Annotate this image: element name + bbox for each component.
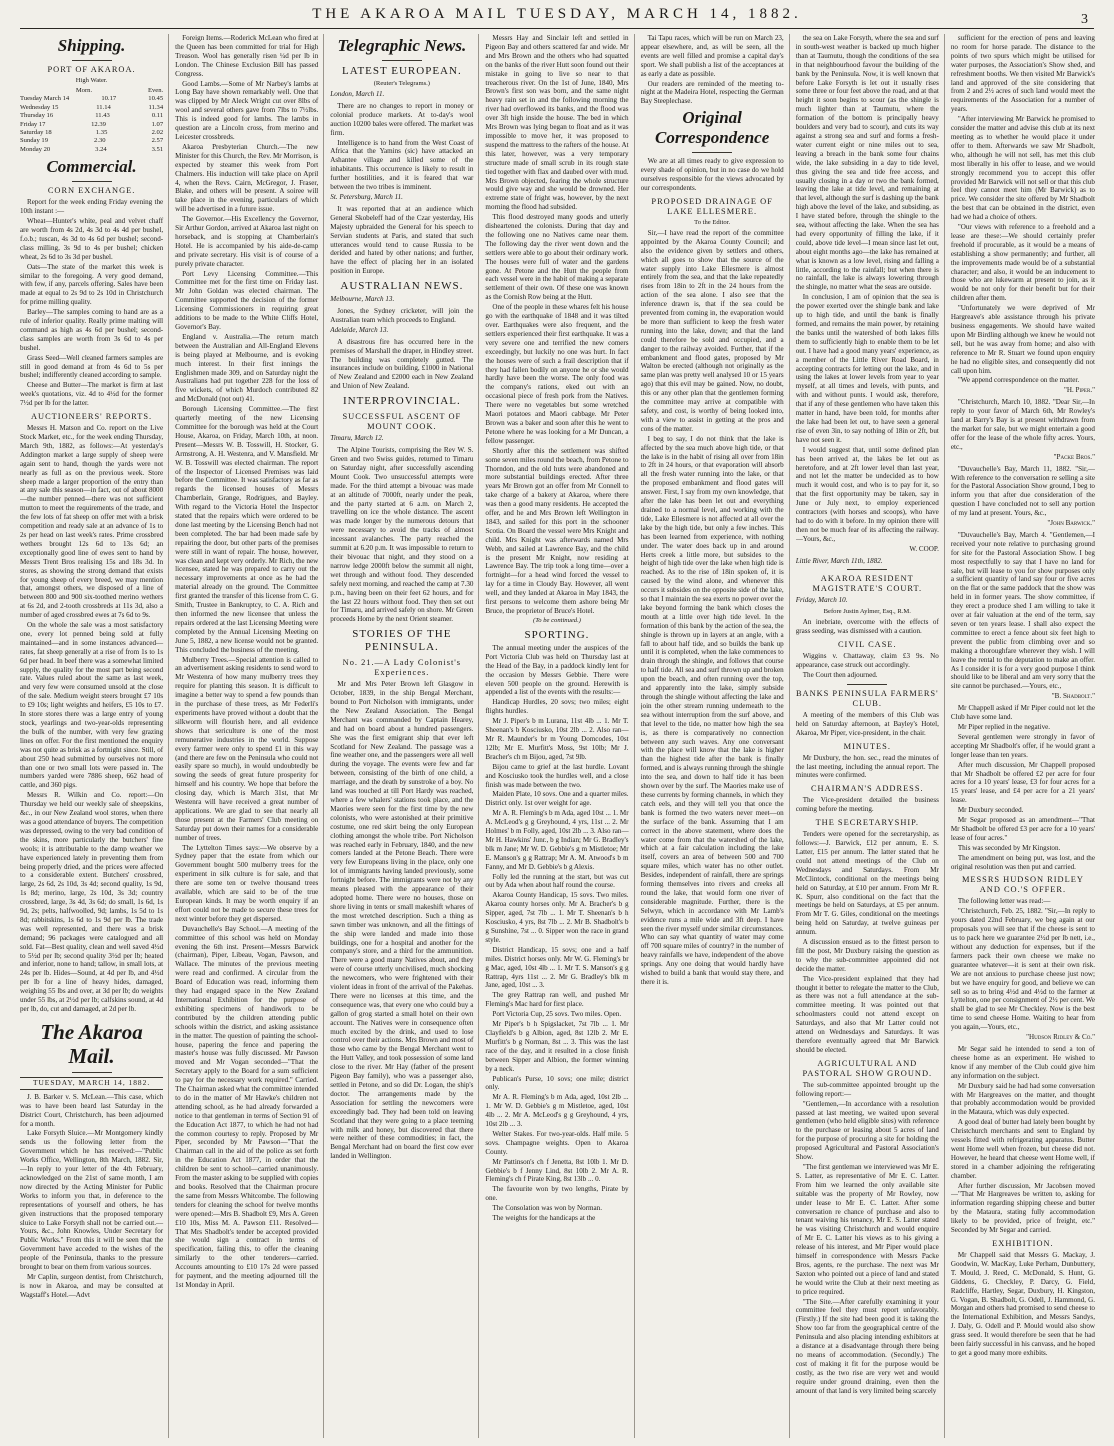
- tide-cell: 2.30: [94, 137, 106, 145]
- paragraph: The annual meeting under the auspices of the Port Victoria Club was held on Thursday last at the Head of the Bay, in a paddock kindly lent for the occasion by Messrs Gebbie. There were eleven 500 people on the ground. Herewith is appended a list of the events with the results:—: [485, 643, 629, 697]
- masthead-rule: [20, 28, 1094, 29]
- paragraph: On the whole the sale was a most satisfactory one, every lot penned being sold at fully maintained—and in some instances advanced—rates, fat sheep generally at a rise of from 1s to 1s 6d per head. In beef there was a somewhat limited supply, the quality for the most part being second rate. Values ruled about the same as last week, and very few were consumed unsold at the close of the sale. Medium weight steers brought £7 10s to £9 10s; light weights and heifers, £5 10s to £7. In store stores there was a large entry of young stock, yearlings and two-year-olds representing the bulk of the number, with very few grazing lines on offer. For the first mentioned the enquiry was not quite as brisk as a fortnight since. Still, of about 250 head submitted by ourselves not more than one or two small lots were passed in. The numbers yarded were 7886 sheep, 662 head of cattle, and 360 pigs.: [20, 621, 164, 790]
- paragraph: The grey Rattrap ran well, and pushed Mr Fleming's Mac hard for first place.: [485, 991, 629, 1009]
- dateline: Timaru, March 12.: [330, 434, 384, 443]
- paragraph: Publican's Purse, 10 sovs; one mile; district only.: [485, 1074, 629, 1092]
- tide-cell: 11.14: [96, 103, 111, 111]
- paragraph: Mr Pattinson's ch f Jenetta, 8st 10lb 1. Mr D. Gebbie's b f Jenny Lind, 8st 10lb 2. Mr A. R. Fleming's ch f Pirate King, 8st 13lb ... 0.: [485, 1157, 629, 1184]
- dateline: Adelaide, March 13.: [330, 325, 389, 334]
- section-heading: Commercial.: [46, 157, 137, 177]
- paragraph: England v. Australia.—The return match between the Australian and All-England Elevens is being played at Melbourne, and is evoking much interest. In their first innings the Englishmen made 309, and on Saturday night the Australians had put together 228 for the loss of five wickets, of which Murdoch contributed 82 and McDonald (not out) 41.: [175, 332, 319, 404]
- section-heading: Shipping.: [57, 36, 126, 55]
- paragraph: "Unfortunately we were deprived of Mr Hargreave's able assistance through his private business engagements. We should have waited upon Mr Birdling although we knew he would not sell, but he was away from home; and also with reference to Mr R. Stuart we found upon enquiry he had no eligible sites, and consequently did not call upon him.: [950, 304, 1095, 375]
- article-heading: CORN EXCHANGE.: [47, 186, 136, 196]
- paragraph: Wheat—Hunter's white, peal and velvet chaff are worth from 4s 2d, 4s 3d to 4s 4d per bushel, f.o.b.; tuscan, 4s 3d to 4s 6d per bushel; second-class milling, 3s 9d to 4s per bushel; chicken wheat, 2s 6d to 3s 3d per bushel.: [20, 217, 164, 261]
- paragraph: Mr Segar said he intended to send a ton of cheese home as an experiment. He wished to know if any member of the Club could give him any information on the subject.: [950, 1044, 1095, 1080]
- article-heading: EXHIBITION.: [992, 1239, 1054, 1248]
- article-heading: STORIES OF THE PENINSULA.: [352, 628, 452, 654]
- tide-cell: 3.51: [151, 145, 164, 153]
- paragraph: Borough Licensing Committee.—The first quarterly meeting of the new Licensing Committee for the borough was held at the Court House, Akaroa, on Friday, March 10th, at noon. Present—Messrs W. B. Tosswill, H. Stocker, G. Armstrong, A. H. Westenra, and V. Mansfield. Mr W. B. Tosswill was elected chairman. The report of the Inspector of Licensed Premises was laid before the Committee. It was satisfactory as far as regards the licensed houses of Messrs Chamberlain, Grange, Rodrigues, and Bayley. With regard to the Victoria Hotel the Inspector stated that the repairs which were ordered to be done last meeting by the Licensing Bench had not been completed. The bar had been made safe by repairing the door, but other parts of the premises were still in want of repair. The house, however, was clean and kept very orderly. Mr Rich, the new licensee, stated he was prepared to carry out the necessary improvements at once as he had the material already on the ground. The Committee first granted the transfer of this license from C. G. Smith, Trustee in Bankruptcy, to C. A. Rich and then informed the new licensee that unless the repairs ordered at the last Licensing Meeting were completed by the Annual Licensing Meeting on June 5, 1882, a new license would not be granted. This concluded the business of the meeting.: [175, 405, 319, 654]
- paragraph: Akaroa County Handicap, 15 sovs. Two miles. Akaroa county horses only. Mr A. Bracher's b g Sipper, aged, 7st 7lb ... 1. Mr T. Sheenan's b h Kosciusko, 4 yrs, 8st 7lb ... 2. Mr B. Shadbolt's b g Sunshine, 7st ... 0. Sipper won the race in grand style.: [485, 891, 629, 944]
- paragraph: The Vice-president explained that they had thought it better to relegate the matter to the Club, as there was not a full attendance at the sub-committee meeting. It was pointed out that schoolmasters could not attend except on Saturdays, and also that Mr Latter could not attend on Wednesdays and Saturdays. It was therefore eventually agreed that Mr Barwick should be elected.: [795, 974, 939, 1054]
- article-heading: SUCCESSFUL ASCENT OF MOUNT COOK.: [342, 412, 462, 432]
- paragraph: The amendment on being put, was lost, and the original resolution was then put and carried.: [950, 853, 1095, 871]
- tide-cell: 10.17: [101, 95, 117, 103]
- paragraph: "Duvauchelle's Bay, March 4. "Gentlemen,—I received your note relative to purchasing ground for site for the Pastoral Association Show. I beg most respectfully to say that I have no land for sale, but will lease to you for show purposes only a sufficient quantity of land say four or five acres on the flat or the same paddock that the show was held in in former years. The show committee, if they erect a produce shed I am willing to take it over at fair valuation at the end of the term, say seven or ten years lease. I shall also expect the committee to erect a fence about six feet high to prevent the public from climbing over and so making a thoroughfare wherever they wish. I will leave the rental to the deputation to make an offer. As I consider it is for a very good purpose I think should like to be liberal and am very sorry that the site cannot be purchased.—Yours, etc.,: [950, 530, 1095, 691]
- paragraph: The sub-committee appointed brought up the following report:—: [795, 1080, 939, 1098]
- paragraph: Bijou came to grief at the last hurdle. Lovant and Kosciusko took the hurdles well, and a close finish was made between the two.: [485, 762, 629, 789]
- paragraph: District Handicap, 15 sovs; one and a half miles. District horses only. Mr W. G. Fleming's br g Mac, aged, 10st 4lb ... 1. Mr T. S. Manson's g g Rattrap, 4yrs 11st ... 2. Mr G. Bradley's blk m Jane, aged, 10st ... 3.: [485, 945, 629, 990]
- paragraph: The Alpine Tourists, comprising the Rev W. S. Green and two Swiss guides, returned to Timaru on Saturday night, after successfully ascending Mount Cook. Two unsuccessful attempts were made. For the third attempt a bivouac was made at an altitude of 7000ft, nearly under the peak, and the party started at 6 a.m. on March 2, travelling on ice the whole distance. The ascent was made longer by the numerous detours that were necessary to avoid the tracks of almost incessant avalanches. The party reached the summit at 6.20 p.m. It was impossible to return to their bivouac that night, and they stood on a narrow ledge 2000ft below the summit all night, wet through and without food. They descended safely next morning, and reached the camp at 7.30 p.m., having been on their feet 62 hours, and for the last 22 hours without food. They then set out for Timaru, and arrived safely on shore. Mr Green proceeds Home by the next Orient steamer.: [330, 446, 474, 624]
- article-heading: AUCTIONEERS' REPORTS.: [31, 412, 153, 422]
- paragraph: Messrs R. Wilkin and Co. report:—On Thursday we held our weekly sale of sheepskins, &c., in our New Zealand wool stores, when there was a good attendance of buyers. The competition was depressed, owing to the very bad condition of the skins, more particularly the butchers' fine wools; it is attributable to the damp weather we have experienced lately in preventing them from being properly dried, and the prices were affected to a considerable extent. Butchers' crossbred, large, 2s 6d, 2s 10d, 3s 4d; second quality, 1s 9d, 1s 8d; merino, large, 2s 10d, 3s 3d; country crossbred, large, 3s 4d, 3s 6d; do small, 1s 6d, 1s 9d, 2s; pelts, halfwoolled, 9d; lambs, 1s 5d to 1s 8d; rabbitskins, 1s 6d to 1s 9d per lb. The trade was well represented, and there was a brisk demand; 96 packages were catalogued and all sold. Fat—Best quality, clean and well saved 4½d to 5½d per lb; second quality 3½d per lb; heated and inferior, none to hand; tallow, in small lots, at 24s per lb. Hides—Sound, at 4d per lb, and 4½d per lb for a line of heavy hides, damaged, weighing 55 lbs and over, at 3d per lb; do weights under 55 lbs, at 2½d per lb; calfskins sound, at 4d per lb, do, cut and damaged, at 2d per lb.: [20, 791, 164, 1013]
- paragraph: Mr Chappell asked if Mr Piper could not let the Club have some land.: [950, 704, 1095, 722]
- paragraph: Folly led the running at the start, but was cut out by Ada when about half round the course.: [485, 872, 629, 890]
- paragraph: A meeting of the members of this Club was held on Saturday afternoon, at Bayley's Hotel, Akaroa, Mr Piper, vice-president, in the chair.: [795, 710, 939, 737]
- article-heading: LATEST EUROPEAN.: [342, 65, 462, 77]
- dateline: Little River, March 11th, 1882.: [795, 556, 883, 565]
- paragraph: Good Lambs.—Some of Mr Narbey's lambs at Long Bay have shown remarkably well. One that was clipped by Mr Aleck Wright cut over 8lbs of wool and several others gave from 7lbs to 7½lbs. This is indeed good for lambs. The lambs in question are a Lincoln cross, from merino and Leicester crossbreds.: [175, 79, 319, 141]
- paragraph: After further discussion, Mr Jacobsen moved—"That Mr Hargreaves be written to, asking for information regarding shipping cheese and butter by the Mataura, stating fully accommodation likely to be provided, price of freight, etc." Seconded by Mr Segar and carried.: [950, 1181, 1095, 1235]
- divider: [72, 1072, 112, 1073]
- signature: "H. Piper.": [1063, 386, 1095, 395]
- article-heading: AKAROA RESIDENT MAGISTRATE'S COURT.: [812, 574, 923, 594]
- paragraph: The Vice-president detailed the business coming before the meeting.: [795, 796, 939, 814]
- paragraph: sufficient for the erection of pens and leaving no room for horse parade. The distance to the points of two spurs which might be utilised for water purposes, the Association's Show shed, and refreshment booths. We then visited Mr Barwick's land and approved of the site considering that from 2 and 2½ acres of such land would meet the requirements of the Association for a number of years.: [950, 34, 1095, 114]
- column-2: [175, 34, 324, 1438]
- paragraph: Mr Duxbury said he had had some conversation with Mr Hargreaves on the matter, and thought that probably accommodation would be provided in the Mataura, which was duly expected.: [950, 1081, 1095, 1117]
- dateline: London, March 11.: [330, 90, 385, 98]
- paragraph: Mr Caplin, surgeon dentist, from Christchurch, is now in Akaroa, and may be consulted at Wagstaff's Hotel.—Advt: [20, 1272, 164, 1299]
- dateline: Friday, March 10.: [795, 596, 848, 605]
- page-number: 3: [1081, 12, 1088, 27]
- paragraph: Mr Piper's b h Spigslacket, 7st 7lb ... 1. Mr Clayfield's b g Albion, aged, 8st 12lb 2. Mr E. Murfitt's b g Norman, 8st ... 3. This was the last race of the day, and it resulted in a close finish between Sipper and Albion, the former winning by a neck.: [485, 1020, 629, 1073]
- paragraph: Mr Segar proposed as an amendment—"That Mr Shadbolt be offered £3 per acre for a 10 years' lease of four acres.": [950, 816, 1095, 842]
- paragraph: The Consolation was won by Norman.: [492, 1204, 602, 1213]
- article-heading: SPORTING.: [524, 628, 590, 641]
- tide-cell: 11.43: [95, 112, 110, 120]
- tide-row: [20, 129, 163, 137]
- tide-cell: 12.39: [91, 120, 106, 128]
- tide-cell: Saturday 18: [20, 129, 52, 137]
- paragraph: The following letter was read:—: [957, 897, 1051, 906]
- article-heading: CHAIRMAN'S ADDRESS.: [810, 784, 924, 794]
- paragraph: We are at all times ready to give expression to every shade of opinion, but in no case do we hold ourselves responsible for the views advocated by our correspondents.: [640, 157, 784, 192]
- tide-cell: Monday 20: [20, 145, 51, 153]
- paragraph: Handicap Hurdles, 20 sovs; two miles; eight flights hurdles.: [485, 698, 629, 716]
- paragraph: Mulberry Trees.—Special attention is called to an advertisement asking residents to send word to Mr Westenra of how many mulberry trees they require for planting this season. It is difficult to imagine a better way to spend a few pounds than in the purchase of these trees, as Mr Federli's experiments have proved without a doubt that the silkworm will flourish here, and all evidence shows that sericulture is one of the most remunerative industries in the world. Suppose every farmer were only to spend £1 in this way (and there are few on the Peninsula who could not easily spare so much), in would undoubtedly be sowing the seeds of great future prosperity for himself and his country. We hope that before the closing day, which is March 31st, that Mr Westenra will have received a great number of applications. We are glad to see that nearly all those present at the Farmers' Club meeting on Saturday put down their names for a considerable number of trees.: [175, 655, 319, 842]
- article-heading: AUSTRALIAN NEWS.: [340, 280, 464, 293]
- tide-cell: 0.11: [151, 112, 164, 120]
- tide-row: [20, 121, 163, 129]
- tide-row: [20, 137, 163, 145]
- paragraph: I beg to say, I do not think that the lake is affected by the sea much above high tide, or that the lake is in the habit of rising all over from 18in to 2ft in 24 hours, or that evaporation will absorb all the fresh water running into the lake, or that the proposed embankment and flood gates will answer. First, I say from my own knowledge, that after the lake has been let out and everything drained to a normal level, and working with the tide, Lake Ellesmere is not affected at all over the lake by the high tide, but only a few inches. This has been learned from experience, with nothing under. The water does back up in and around Herts creek a little more, but subsides to the height of high tide over the lake when high tide is reached. As to the rise of 18in spoken of, it is caused by the wind alone, and whenever this occurs it subsides on the opposite side of the lake, so that I maintain the sea exerts no power over the lake beyond forming the bank which closes the mouth at a little over high tide level. In the formation of this bank by the action of the sea, the shingle is thrown up in layers at an angle, with a fall to about half tide, and so builds the bank up until it is completed, when the lake commences to drain through the shingle, and follows that course to half tide. All sea and surf thrown up and broken upon the beach, and often running over the top, and apparently into the lake, simply subside through the shingle without affecting the lake and join the other stream running underneath to the sea without interruption from the surf above, and that level to the tide, no matter how high the sea is, as there is comparatively no connection between any such waves. Any one conversant with the place will know that the lake is higher than the highest tide after the bank is finally formed, and is always running through the shingle into the sea, and down to half tide it has been shown over by the surf. The Maories make use of these currents by forming channels, in which they catch eels, and they will tell you that once the bank is formed the two waters never meet—on the surface of the bank. Assuming that I am correct in the above statement, where does the water come from that the watershed of the lake, which at a fair calculation including the lake itself, covers an area of between 500 and 700 square miles, which water has no other outlet. Besides, independent of rainfall, there are springs forming themselves into rivers and creeks all round the lake, that would form one river of considerable magnitude. Further, there is the Selwyn, which in accordance with Mr Lamb's evidence runs a mile wide and 3ft deep. I have seen the river myself under similar circumstances. Who can say what quantity of water may come off 700 square miles of country? in the number of heavy rainfalls we have, independent of the above springs. Any one doing that would hardly have wished to build a bank that would stay there, and there it is.: [640, 434, 784, 986]
- signature: "John Barwick.": [1047, 519, 1095, 528]
- tide-cell: 10.45: [148, 95, 164, 103]
- paragraph: The Governor.—His Excellency the Governor, Sir Arthur Gordon, arrived at Akaroa last night on horseback, and is stopping at Chamberlain's Hotel. He is accompanied by his aide-de-camp and private secretary. His visit is of course of a purely private character.: [175, 215, 319, 268]
- tide-row: [20, 112, 163, 120]
- article-heading: CIVIL CASE.: [837, 640, 897, 650]
- article-heading: BANKS PENINSULA FARMERS' CLUB.: [795, 688, 939, 708]
- paragraph: A good deal of butter had lately been bought by Christchurch merchants and sent to England by vessels fitted with refrigerating apparatus. Butter went Home well when frozen, but cheese did not. However, he heard that cheese went Home well, if stored in a chamber adjoining the refrigerating chamber.: [950, 1118, 1095, 1180]
- column-6: [796, 34, 945, 1438]
- paragraph: Mr and Mrs Peter Brown left Glasgow in October, 1839, in the ship Bengal Merchant, bound to Port Nicholson with immigrants, under the New Zealand Association. The Bengal Merchant was commanded by Captain Hearey, and had on board about a hundred passengers. She was the first emigrant ship that ever left Scotland for New Zealand. The passage was a fine weather one, and the passengers were all well during the voyage. The events were few and far between, consisting of the birth of one child, a marriage, and the death by sunstroke of a boy. No land was touched at till Port Hardy was reached, where a few whalers' stations took place, and the Maories were seen for the first time by the new colonists, who were astonished at their primitive costume, one red skirt being the only European clothing amongst the whole tribe. Port Nicholson was reached early in February, 1840, and the new comers landed at the Petone Beach. There were very few Europeans living in the place, only one lot of immigrants having landed previously, some fortnight before. The immigrants were not by any means pleased with the appearance of their adopted home. There were no houses, those on shore living in tents or small makeshift whares of the most wretched description. Such a thing as sawn timber was unknown, and all the fittings of the ship were landed and made into those buildings, one for a hospital and another for the company's store, and a third for the ammunition. There were a good many Natives about, and they were of course utterly uncivilised, much shocking the newcomers, who were frightened with their violent ideas in front of the arrival of the Pakehas. There were no licenses at this time, and the consequence was, that every one who could buy a gallon of grog started a small hotel on their own account. The Natives were in consequence often much excited by the drink, and used to lose control over their actions. Mrs Brown and most of those who came by the Bengal Merchant went to the Hutt Valley, and took possession of some land close to the river. Mr Hay (father of the present Pigeon Bay family), who was a passenger also, settled in Petone, and so did Dr. Logan, the ship's doctor. The arrangements made by the Association for settling the newcomers were exceedingly bad. They had been told on leaving Scotland that they were going to a place teeming with milk and honey, but discovered that there were neither of these commodities; in fact, the Bengal Merchant had on board the first cow ever landed in Wellington.: [330, 680, 474, 1161]
- paragraph: Jones, the Sydney cricketer, will join the Australian team which proceeds to England.: [330, 307, 474, 324]
- paragraph: Akaroa Presbyterian Church.—The new Minister for this Church, the Rev. Mr Morrison, is expected by steamer this week from Port Chalmers. His induction will take place on April 4, when the Revs. Cairn, McGregor, J. Fraser, Blake, and others will be present. A soiree will take place in the evening, particulars of which will be advertised in a future issue.: [175, 142, 319, 214]
- paper-date: TUESDAY, MARCH 14, 1882.: [20, 1077, 163, 1090]
- paragraph: Mr A. R. Fleming's b m Ada, aged, 10st 2lb ... 1. Mr W. D. Gebbie's g m Mistletoe, aged, 10st 4lb ... 2. Mr A. McLeod's g g Greyhound, 4 yrs, 10st 2lb ... 3.: [485, 1093, 629, 1129]
- article-heading: AGRICULTURAL AND PASTORAL SHOW GROUND.: [802, 1058, 933, 1078]
- column-5: [641, 34, 790, 1438]
- paragraph: An inebriate, overcome with the effects of grass seeding, was dismissed with a caution.: [795, 618, 939, 636]
- paragraph: Mr Chappell said that Messrs G. Mackay, J. Goodwin, W. MacKay, Luke Perham, Dunbuttery, T. Mould, J. Reed, C. McDonald, S. Hunt, G. Giddens, G. Checkley, P. Darcy, G. Field, Radcliffe, Hartley, Segar, Duxbury, H. Kingston, G. Vogan, B. Shadbolt, G. Odell, J. Hammond, G. Morgan and others had promised to send cheese to the International Exhibition, and Messrs Sandys, J. Daly, G. Odell and P. Mould would also show grass seed. It would therefore be seen that he had been fairly successful in his canvass, and he hoped to get a good many more exhibits.: [950, 1251, 1095, 1357]
- subheading: Before Justin Aylmer, Esq., R.M.: [823, 608, 911, 616]
- paragraph: Sir,—I have read the report of the committee appointed by the Akaroa County Council; and also the evidence given by settlers and others, which all goes to show that the source of the water supply into Lake Ellesmere is almost entirely from the sea, and that the lake repeatedly rises from 18in to 2ft in the 24 hours from the action of the sea alone. I also see that the inference drawn is, that if the sea could be prevented from coming in, the evaporation would be more than sufficient to keep the fresh water running into the lake, down; and that the land could therefore be sold and occupied, and a danger to the railway avoided. Further, that if the embankment and flood gates, proposed by Mr Walton be erected (although not originally as the same plan was pretty well analysed 10 or 15 years ago) that this evil may be gained. Now, no doubt, this or any other plan that the gentlemen forming the committee may arrive at compatible with safety, and cost, is worthy of being looked into, with a view to assist in getting at the pros and cons of the matter.: [640, 228, 784, 433]
- column-3: [330, 34, 479, 1438]
- section-heading: Original Correspondence: [654, 108, 770, 148]
- paragraph: One of the people in these whares felt his house go with the earthquake of 1848 and it was tilted over. Earthquakes were also frequent, and the settlers experienced their first earthquake. It was a very severe one and terrified the new comers exceedingly, but luckily no one was hurt. In fact the houses were of such a frail description that if they had fallen bodily on anyone he or she would hardly have been the worse. The only food was the company's rations, eked out with an occasional piece of fresh pork from the Natives. There were no vegetables but some wretched Maori potatoes and Maori cabbage. Mr Peter Brown was a baker and soon after this he went to Petone where he was looking for a Mr Duncan, a fellow passenger.: [485, 303, 629, 445]
- paragraph: Grass Seed—Well cleaned farmers samples are still in good demand at from 4s 6d to 5s per bushel; indifferently cleaned according to sample.: [20, 353, 164, 380]
- article-heading: MESSRS HUDSON RIDLEY AND CO.'S OFFER.: [961, 875, 1084, 895]
- masthead: [0, 6, 1114, 30]
- subheading: To the Editor.: [694, 218, 731, 226]
- subheading: (Reuter's Telegrams.): [373, 80, 430, 87]
- paragraph: Intelligence is to hand from the West Coast of Africa that the Yamins (sic) have attacked an Ashantee village and killed some of the inhabitants. This occurrence is likely to result in further hostilities, and it is feared that war between the two tribes is imminent.: [330, 138, 474, 192]
- paragraph: Messrs Hay and Sinclair left and settled in Pigeon Bay and others scattered far and wide. Mr and Mrs Brown and the others who had squatted on the banks of the river Hutt soon found out their mistake in going to live so near to that treacherous river. On the 1st of June, 1840, Mrs Brown's first son was born, and the same night heavy rain set in and the following morning the river had overflowed its banks, and the flood was over 3ft high inside the house. The bed in which Mrs Brown was lying began to float and as it was impossible to move her, it was proposed to suspend the mattress to the rafters of the house. At this later, however, was a very temporary structure made of small scrub in its rough state tied together with flax and daubed over with mud. Mrs Brown objected, fearing the whole structure would give way and she would be drowned. Her extreme state of fright was, however, by the next morning the flood had subsided.: [485, 34, 629, 212]
- tide-row: [20, 146, 163, 154]
- article-heading: PROPOSED DRAINAGE OF LAKE ELLESMERE.: [651, 196, 773, 216]
- divider: [72, 60, 112, 61]
- paragraph: Several gentlemen were strongly in favor of accepting Mr Shadbolt's offer, if he would grant a longer lease than ten years.: [950, 732, 1095, 759]
- tide-cell: 11.34: [148, 103, 164, 111]
- divider: [847, 569, 887, 570]
- paragraph: "Christchurch, March 10, 1882. "Dear Sir,—In reply to your favor of March 6th, Mr Rowley's land at Barry's Bay is at present withdrawn from the market for sale, but we might entertain a good offer for the lease of the whole fifty acres. Yours, etc.,: [950, 398, 1095, 451]
- paragraph: A disastrous fire has occurred here in the premises of Marshall the draper, in Hindley street. The building was completely gutted. The insurances include on building, £1000 in National of New Zealand and £2000 each in New Zealand and Union of New Zealand.: [330, 337, 474, 391]
- tide-row: [20, 104, 163, 112]
- paragraph: This flood destroyed many goods and utterly disheartened the colonists. During that day and the following one no Natives came near them. The following day the river went down and the settlers were able to go about their ordinary work. The houses were full of water and the gardens gone. At Petone and the Hutt the people from each vessel were in the habit of making a separate settlement of their own. Of these one was known as the Cornish Row being at the Hutt.: [485, 213, 629, 302]
- signature: W. COOP.: [909, 544, 939, 553]
- paragraph: A discussion ensued as to the fittest person to fill the post, Mr Duxbury raising the question as to why the sub-committee appointed did not decide the matter.: [795, 938, 939, 973]
- paragraph: Port Levy Licensing Committee.—This Committee met for the first time on Friday last. Mr John Goldan was elected chairman. The Committee supported the decision of the former Licensing Commissioners in requiring great additions to be made to the White Cliffs Hotel, Governor's Bay.: [175, 269, 319, 331]
- paragraph: "After interviewing Mr Barwick he promised to consider the matter and advise this club at its next meeting as to whether he would place it under offer to them. Afterwards we saw Mr Shadbolt, who, although he will not sell, has met this club most liberally in his offer to lease, and we would strongly recommend you to accept this offer provided Mr Barwick will not sell or that this club feel they cannot meet him (Mr Barwick) as to price. We consider the site offered by Mr Shadbolt the best that can be obtained in the district, even had we had a choice of others.: [950, 115, 1095, 222]
- paragraph: Oats—The state of the market this week is similar to the foregoing. A very good demand, with few, if any, parcels offering. Sales have been made at equal to 2s 9d to 2s 10d in Christchurch for prime milling quality.: [20, 262, 164, 307]
- paragraph: The Lyttelton Times says:—We observe by a Sydney paper that the estate from which our Government bought 500 mulberry trees for the experiment in silk culture is for sale, and that there are some ten or twelve thousand trees available, which are said to be of the true European kinds. It may be worth enquiry if an effort could not be made to secure these trees for next winter before they get dispersed.: [175, 843, 319, 923]
- tide-cell: Morn.: [75, 87, 93, 94]
- newspaper-columns: [20, 34, 1100, 1438]
- paragraph: Mr Piper replied in the negative.: [957, 722, 1051, 731]
- tide-cell: 1.35: [95, 129, 108, 137]
- paragraph: Maiden Plate, 10 sovs. One and a quarter miles. District only. 1st over weight for age.: [485, 790, 629, 808]
- tide-cell: 2.02: [151, 129, 164, 137]
- tide-cell: Even.: [147, 87, 164, 94]
- paragraph: Foreign Items.—Roderick McLean who fired at the Queen has been committed for trial for High Treason. Wool has generally risen ¼d per lb in London. The Chinese Exclusion Bill has passed Congress.: [175, 34, 319, 78]
- divider: [72, 181, 112, 182]
- tide-cell: 3.24: [95, 145, 107, 153]
- paragraph: Tai Tapu races, which will be run on March 23, appear elsewhere, and, as will be seen, all the events are well filled and promise a capital day's sport. We shall publish a list of the acceptances at as early a date as possible.: [640, 34, 784, 78]
- subheading: High Water.: [75, 77, 108, 84]
- paragraph: In conclusion, I am of opinion that the sea is the power exerted over the shingle bank and lake up to high tide, and until the bank is finally formed, and remains the main power, by retaining the banks until the watershed of both lakes fills them to sufficiently high to enable them to be let out. I have had a good many years' experience, as a member of the Little River Road Board, in accepting contracts for letting out the lake, and in using the lakes at lower levels from year to year myself, at all times and levels, with punts, and with and without punts. I would ask, therefore, that if any of these gentlemen who have taken this matter in hand, have been told, for months after the lake had been let out, to have seen a general rise of even 3in, to say nothing of 18in or 2ft, but have not seen it.: [795, 293, 939, 444]
- tide-cell: Tuesday March 14: [20, 95, 70, 103]
- column-7: [951, 34, 1100, 1438]
- paragraph: This was seconded by Mr Kingston.: [957, 843, 1061, 852]
- column-4: [485, 34, 634, 1438]
- paragraph: Our readers are reminded of the meeting to-night at the Madeira Hotel, respecting the German Bay Steeplechase.: [640, 79, 784, 106]
- column-1: [20, 34, 169, 1438]
- article-heading: THE SECRETARYSHIP.: [815, 818, 919, 828]
- paragraph: "The Site.—After carefully examining it your committee feel they must report unfavorably. (Firstly.) If the site had been good it is taking the Show too far from the geographical centre of the Peninsula and also placing intending exhibitors at a distance at a disadvantage through there being no means of accommodation. (Secondly.) The cost of making it fit for the purpose would be costly, as the two rise are very wet and would require under ground draining, even then the amount of that land is very limited being scarcely: [795, 1297, 939, 1395]
- paragraph: Lake Forsyth Sluice.—Mr Montgomery kindly sends us the following letter from the Government which he has received:—"Public Works Office, Wellington, 8th March, 1882. Sir,—In reply to your letter of the 4th February, acknowledged on the 21st of same month, I am now directed by the Acting Minister for Public Works to inform you that, in deference to the representations of yourself and others, he has given instructions that the proposed temporary sluice to Lake Forsyth shall not be carried out.—Yours, &c., John Knowles, Under Secretary for Public Works." From this it will be seen that the Government have acceded to the wishes of the people of the Peninsula, thanks to the pressure brought to bear on them from various sources.: [20, 1129, 164, 1272]
- signature: "Hudson Ridley & Co.": [1026, 1033, 1095, 1042]
- tide-cell: 2.57: [151, 137, 164, 145]
- paragraph: Mr Duxbury seconded.: [957, 806, 1024, 815]
- paragraph: Shortly after this the settlement was shifted some seven miles round the beach, from Petone to Thorndon, and the old huts were abandoned and more substantial buildings erected. After three years Mr Brown got an offer from Mr Connell to take charge of a bakery at Akaroa, where there was then a good many residents. He accepted the offer, and he and Mrs Brown left Wellington in 1843, and sailed for this port in the schooner Scotia. On Board the vessel were Mrs Knight and child. Mrs Knight was afterwards named Mrs Webb, and sailed at Lawrence Bay, and the child is the present Mr Knight, now residing at Lawrence Bay. The trip took a long time—over a fortnight—for a head wind forced the vessel to lay for a time in Cloudy Bay. However, all went well, and they landed at Akaroa in May 1843, the first persons to welcome them ashore being Mr Bruce, the proprietor of Bruce's Hotel.: [485, 446, 629, 615]
- paragraph: "We append correspondence on the matter.: [957, 376, 1080, 385]
- paragraph: Port Victoria Cup, 25 sovs. Two miles. Open.: [492, 1010, 622, 1019]
- paragraph: the sea on Lake Forsyth, where the sea and surf in south-west weather is backed up much higher than at Taumutu, though the conditions of the sea in that neighbourhood favour the building of the bank by the Peninsula. Now, it is well known that before Lake Forsyth is let out it usually rises some three or four feet above the road, and at that height it soon begins to scour (as the shingle is much lighter than at Taumutu, where the formation of the bottom is principally heavy boulders and very bad to scour), and cuts its way against a strong sea and surf and forms a fresh-water current eight or nine miles out to sea, leaving a breach in the bank some four chains wide, the lake subsiding in a day to tide level, thus giving the sea and tide free access, and usually closing in a day or two the bank formed, leaving the lake at tide level, and remaining at that level, although the surf is dashing up the bank high above the level of the lake, and subsiding, as I have stated before, through the shingle to the sea, without affecting the lake. When the sea has had every opportunity of filling the lake, if it could, above tide level—I mean since last let out, about eight months ago—the lake has remained at what is known as a low level, rising and falling a little, according to the rainfall; but when there is no rainfall, the lake is always lowering through the shingle, no matter what the seas are outside.: [795, 34, 939, 292]
- paragraph: Cheese and Butter—The market is firm at last week's quotations, viz. 4d to 4½d for the former 7½d per lb for the latter.: [20, 381, 164, 408]
- paragraph: Mr Duxbury, the hon. sec., read the minutes of the last meeting, including the annual report. The minutes were confirmed.: [795, 753, 939, 780]
- paragraph: Mr A. R. Fleming's b m Ada, aged 10st ... 1. Mr A. McLeod's g g Greyhound, 4 yrs, 11st ... 2. Mr Holmes' b m Folly, aged, 10st 2lb ... 3. Also ran—Mr H. Hawkins' Junr., b g Indian; Mr G. Bradley's blk m Jane; Mr W. D. Gebbie's g m Mistletoe; Mr E. Manson's g g Rattrap; Mr A. M. Atwood's b m Fanny, and Mr D. Gebbie's b g Alexis.: [485, 809, 629, 871]
- paragraph: Wiggins v. Chattaway, claim £3 9s. No appearance, case struck out accordingly.: [795, 652, 939, 670]
- paragraph: Barley—The samples coming to hand are as a rule of inferior quality. Really prime malting will command as high as 4s 6d per bushel; second-class samples are worth from 3s 6d to 4s per bushel.: [20, 308, 164, 352]
- paper-title: The Akaroa Mail.: [40, 1019, 143, 1068]
- paragraph: Tenders were opened for the secretaryship, as follows:—J. Barwick, £12 per annum, E. S. Latter, £15 per annum. The latter stated that he could not attend meetings of the Club on Wednesdays and Saturdays. From Mr McClintock, conditional on the meetings being held on Saturday, at £10 per annum. From Mr R. K. Spurr, also conditional on the fact that the meetings be held on Saturdays, at £5 per annum. From Mr T. G. Giles, conditional on the meetings being held on Saturday, at twelve guineas per annum.: [795, 830, 939, 937]
- paragraph: "Our views with reference to a freehold and a lease are these:—We should certainly prefer freehold if procurable, as it would be a means of establishing a show permanently; and further, all the improvements made would be of a substantial character; and also, it would be an inducement to those who are lukewarm at present to join, as it would be not only for their benefit but for their children after them.: [950, 223, 1095, 303]
- paragraph: The Court then adjourned.: [802, 671, 878, 679]
- article-heading: PORT OF AKAROA.: [47, 65, 136, 74]
- tide-cell: Wednesday 15: [20, 103, 59, 111]
- paragraph: "The first gentleman we interviewed was Mr E. S. Latter, as representative of Mr E. C. Latter. From him we learned the only available site suitable was the property of Mr Rowley, now under lease to Mr E. C. Latter. After some conversation re chance of purchase and also to tenant waiving his tenancy, Mr E. S. Latter stated he was visiting Christchurch and would enquire of Mr E. C. Latter his views as to his giving a release of his interest, and Mr Piper would place himself in correspondence with Messrs Packe Bros, agents, re the purchase. The next was Mr Saxton who pointed out a piece of land and stated he would write the Club at their next meeting as to price required.: [795, 1162, 939, 1296]
- paragraph: After much discussion, Mr Chappell proposed that Mr Shadbolt be offered £2 per acre for four acres for a 10 years' lease, £3 for four acres for a 15 years' lease, and £4 per acre for a 21 years' lease.: [950, 760, 1095, 805]
- divider: [692, 152, 732, 153]
- signature: "Packe Bros.": [1053, 452, 1095, 461]
- paragraph: "Duvauchelle's Bay, March 11, 1882. "Sir,—With reference to the conversation re selling a site for the Pastoral Association Show ground, I beg to inform you that after due consideration of the question I have concluded not to sell any portion of my land at present. Yours, &c.,: [950, 464, 1095, 518]
- paragraph: Report for the week ending Friday evening the 10th instant :—: [20, 198, 164, 216]
- divider: [382, 60, 422, 61]
- paragraph: Messrs H. Matson and Co. report on the Live Stock Market, etc., for the week ending Thursday, March 9th, 1882, as follows:—At yesterday's Addington market a large supply of sheep were again sent to hand, though the yards were not nearly as full as on the previous week. Store sheep made a larger proportion of the entry than at any sale this season—in fact, out of about 8000—the number penned—there was not sufficient mutton to meet the requirements of the trade, and the few lots of fat sheep on offer met with a brisk competition and ready sale at an advance of 1s to 2s per head on last week's rates. Prime crossbred wethers brought 12s 6d to 13s 6d; an exceptionally good line of ewes sent to hand by Messrs Trent Bros realising 15s and 18s 3d. In stores, as showing the strong demand that exists for young sheep of every breed, we may mention that, amongst others, we disposed of a line of between 800 and 900 six-toothed merino wethers at 6s 2d, and 2-tooth crossbreds at 11s 3d, also a number of aged crossbred ewes at 7s 6d to 9s.: [20, 424, 164, 620]
- tide-table: [20, 87, 163, 154]
- tide-row: [20, 95, 163, 103]
- paragraph: I would suggest that, until some defined plan has been arrived at, the lakes be let out as heretofore, and at 2ft lower level than last year, and not let the matter be undecided as to how much it would cost, and who is to pay for it, so that the first opportunity may be taken, say in June or July next, to employ experienced contractors (with horses and scoops), who have had to do with it before. In my opinion there will then not be much fear of its affecting the railway.—Yours, &c.,: [795, 445, 939, 543]
- section-heading: Telegraphic News.: [337, 36, 467, 55]
- tide-row: [20, 87, 163, 95]
- paragraph: It was reported that at an audience which General Skobeleff had of the Czar yesterday, His Majesty upbraided the General for his speech to Servian students at Paris, and stated that such utterances would tend to cause Russia to be derided and hated by other nations; and further, have the effect of placing her in an isolated position in Europe.: [330, 204, 474, 276]
- article-heading: INTERPROVINCIAL.: [342, 395, 461, 408]
- tide-cell: Friday 17: [20, 120, 46, 128]
- tide-cell: Sunday 19: [20, 137, 49, 145]
- masthead-title: THE AKAROA MAIL TUESDAY, MARCH 14, 1882.: [312, 6, 802, 22]
- paragraph: There are no changes to report in money or colonial produce markets. At to-day's wool auction 10200 bales were offered. The market was firm.: [330, 101, 474, 137]
- paragraph: Duvauchelle's Bay School.—A meeting of the committee of this school was held on Monday evening the 6th inst. Present—Messrs Barwick (chairman), Piper, Libeau, Vogan, Pawson, and Wallace. The minutes of the previous meeting were read and confirmed. A circular from the Board of Education was read, informing them they had engaged space in the New Zealand International Exhibition for the purpose of exhibiting specimens of handiwork to be contributed by the children attending public schools within the district, and asking assistance in the matter. The question of painting the school-house, papering the fence and papering the master's house was fully discussed. Mr Pawson moved and Mr Vogan seconded—"That the Secretary apply to the Board for a sum sufficient to pay for the necessary work required." Carried. The Chairman asked what the committee intended to do in the matter of Mr Hawke's children not attending school, as he had already forwarded a notice to that gentleman in terms of Section 91 of the Education Act 1877, to which he had not had the common courtesy to reply. Proposed by Mr Piper, seconded by Mr Pawson—"That the Chairman call in the aid of the police as set forth in the Education Act 1877, in order that the children be sent to school—carried unanimously. From the master asking to be supplied with copies and books. Resolved that the Chairman procure the same from Messrs Whitcombe. The following tenders for cleaning the school for twelve months were opened:—Mrs B. Shadbolt £9, Mrs A. Green £10 10s, Miss M. A. Pawson £11. Resolved—That Mrs Shadbolt's tender be accepted provided she would sign a contract in terms of specification, failing this, to offer the cleaning similarly to the other tenderers—carried. Accounts amounting to £10 17s 2d were passed for payment, and the meeting adjourned till the 1st Monday in April.: [175, 924, 319, 1289]
- paragraph: J. B. Barker v. S. McLean.—This case, which was to have been heard last Saturday in the District Court, Christchurch, has been adjourned for a month.: [20, 1092, 164, 1128]
- paragraph: Welter Stakes. For two-year-olds. Half mile. 5 sovs. Champagne weights. Open to Akaroa County.: [485, 1129, 629, 1156]
- dateline: Melbourne, March 13.: [330, 295, 395, 304]
- paragraph: "Christchurch, Feb. 25, 1882. "Sir,—In reply to yours dated 22nd February, we beg again at our proposals you will see that if the cheese is sent to us to pack here we guarantee 2½d per lb nett, i.e., without any deduction for expenses, but if the farmers pack their own cheese we make no guarantee whatever—it is sent at their own risk. We are not anxious to purchase cheese just now; but we have enquiry for good, and believe we can sell so as to bring 4½d and 4½d to the farmer at Lyttelton, one per consignment of 2½ per cent. We shall be glad to see Mr Checkley. Now is the best time to send cheese Home. Waiting to hear from you again,—Yours, etc.,: [950, 907, 1095, 1032]
- paragraph: The favourite won by two lengths, Pirate by one.: [485, 1185, 629, 1203]
- signature: "B. Shadbolt.": [1051, 692, 1095, 701]
- paragraph: The weights for the handicaps at the: [492, 1214, 596, 1223]
- divider: [847, 684, 887, 685]
- note: (To be continued.): [533, 616, 581, 624]
- tide-cell: 1.07: [151, 120, 164, 128]
- article-heading: MINUTES.: [843, 741, 891, 751]
- article-heading: No. 21.—A Lady Colonist's Experiences.: [342, 658, 462, 678]
- dateline: St. Petersburg, March 11.: [330, 192, 403, 201]
- paragraph: "Gentlemen,—In accordance with a resolution passed at last meeting, we waited upon several gentlemen (who held eligible sites) with reference to the purchase or leasing about 5 acres of land for the purpose of procuring a site for holding the proposed Agricultural and Pastoral Association's Show.: [795, 1099, 939, 1162]
- tide-cell: Thursday 16: [20, 112, 54, 120]
- paragraph: Mr J. Piper's b m Lurana, 11st 4lb ... 1. Mr T. Sheenan's b Kosciusko, 10st 2lb ... 2. Also ran—Mr R. Maunder's br m Young Domcodes, 10st 12lb; Mr E. Murfitt's Moss, 9st 10lb; Mr J. Bracher's ch m Bijou, aged, 7st 9lb.: [485, 717, 629, 761]
